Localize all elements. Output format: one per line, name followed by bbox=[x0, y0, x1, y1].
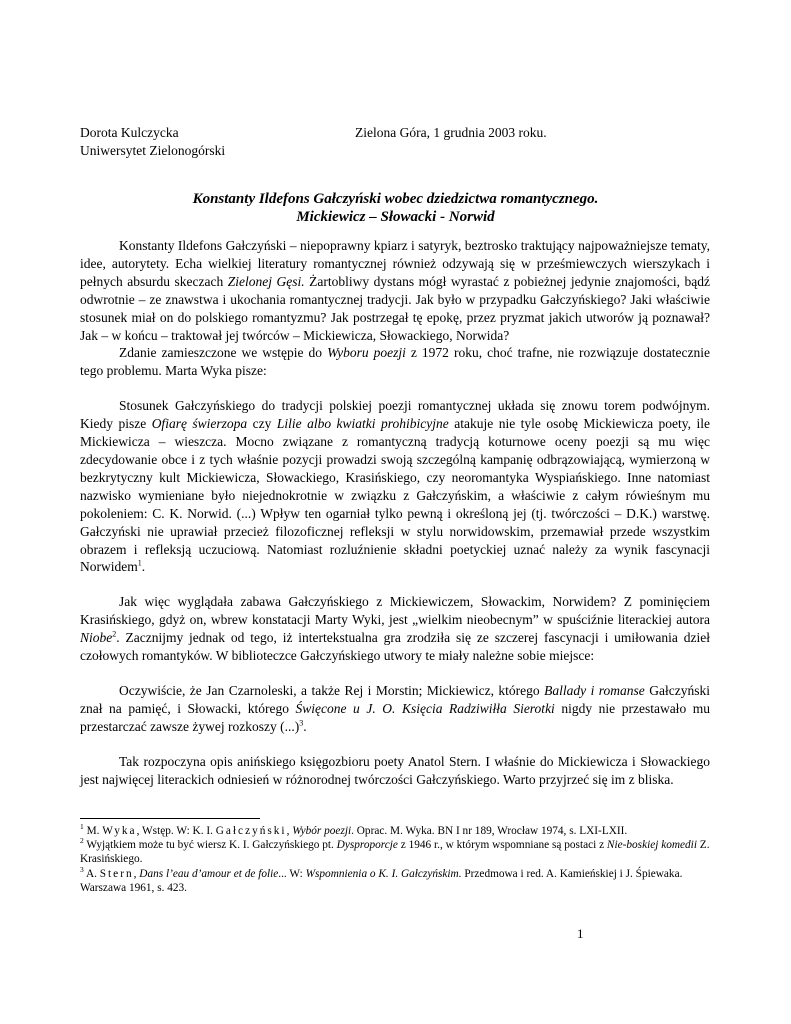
text-run: , bbox=[133, 867, 140, 880]
text-run: A. bbox=[83, 867, 100, 880]
italic-title: Zielonej Gęsi. bbox=[227, 273, 305, 289]
text-run: . Zacznijmy jednak od tego, iż intertekstualna gra zrodziła się ze szczerej fascynacji i umiłowania dzieł czołowych romantyków. W biblioteczce Gałczyńskiego utwory te miały należne sobie miejsce: bbox=[80, 630, 710, 664]
italic-title: Święcone u J. O. Księcia Radziwiłła Sierotki bbox=[295, 700, 555, 716]
italic-title: Dysproporcje bbox=[336, 839, 398, 852]
text-run: Wyjątkiem może tu być wiersz K. I. Gałczyńskiego pt. bbox=[83, 839, 337, 852]
article-title bbox=[80, 190, 711, 226]
italic-title: Wybór poezji bbox=[292, 825, 352, 837]
italic-title: Dans l’eau d’amour et de folie bbox=[139, 867, 279, 880]
footnote-ref: 3 bbox=[299, 718, 304, 728]
footnote-ref: 1 bbox=[137, 558, 142, 568]
footnote-number: 3 bbox=[80, 864, 84, 874]
title-line-2: Mickiewicz – Słowacki - Norwid bbox=[296, 209, 495, 225]
text-run: z 1972 roku, choć trafne, nie rozwiązuje dostatecznie tego problemu. Marta Wyka pisze: bbox=[80, 345, 711, 379]
paragraph-game bbox=[80, 593, 710, 665]
text-run: ... W: bbox=[278, 867, 306, 880]
italic-title: Niobe bbox=[80, 630, 113, 646]
text-run: Oczywiście, że Jan Czarnoleski, a także Rej i Morstin; Mickiewicz, którego bbox=[119, 682, 545, 698]
spaced-name: Gałczyński bbox=[215, 825, 287, 837]
author-affiliation: Uniwersytet Zielonogórski bbox=[80, 143, 226, 158]
spaced-name: Stern bbox=[99, 867, 134, 880]
footnote-1 bbox=[80, 824, 710, 838]
text-run: Tak rozpoczyna opis anińskiego księgozbioru poety Anatol Stern. I właśnie do Mickiewicza i Słowackiego jest najwięcej literackich odniesień w różnorodnej twórczości Gałczyńskiego. Warto przyjrzeć się im z bliska. bbox=[80, 753, 710, 787]
footnotes bbox=[80, 824, 710, 895]
text-run: . bbox=[141, 559, 146, 575]
title-line-1: Konstanty Ildefons Gałczyński wobec dziedzictwa romantycznego. bbox=[192, 191, 599, 207]
text-run: Konstanty Ildefons Gałczyński – niepoprawny kpiarz i satyryk, beztrosko traktujący najpoważniejsze tematy, idee, autorytety. Echa wielkiej literatury romantycznej również odzywają się w prześmiewczych wierszykach i pełnych absurdu skeczach bbox=[80, 238, 710, 289]
spaced-name: Wyka bbox=[102, 825, 137, 837]
page-number: 1 bbox=[577, 926, 584, 941]
text-run: , Wstęp. W: K. I. bbox=[136, 825, 216, 837]
block-quote-wyka bbox=[80, 397, 710, 576]
footnote-ref: 2 bbox=[112, 629, 117, 639]
text-run: . Oprac. M. Wyka. BN I nr 189, Wrocław 1974, s. LXI-LXII. bbox=[351, 825, 628, 837]
text-run: Żartobliwy dystans mógł wyrastać z pobieżnej jedynie znajomości, bądź odwrotnie – ze znawstwa i ukochania romantycznej tradycji. Jak było w przypadku Gałczyńskiego? Jaki właściwie stosunek miał on do polskiego romantyzmu? Jak postrzegał tę epokę, przez pryzmat jakich utworów ją poznawał? Jak – w końcu – traktował jej twórców – Mickiewicza, Słowackiego, Norwida? bbox=[80, 273, 710, 343]
paragraph-wyka-intro bbox=[80, 344, 710, 380]
italic-title: Ofiarę świerzopa bbox=[151, 416, 248, 432]
text-run: Stosunek Gałczyńskiego do tradycji polskiej poezji romantycznej układa się znowu torem podwójnym. Kiedy pisze bbox=[80, 398, 710, 432]
footnote-number: 2 bbox=[80, 836, 84, 846]
text-run: . bbox=[303, 718, 307, 734]
footnote-separator bbox=[80, 818, 260, 819]
italic-title: Ballady i romanse bbox=[544, 682, 645, 698]
text-run: Jak więc wyglądała zabawa Gałczyńskiego z Mickiewiczem, Słowackim, Norwidem? Z pominięciem Krasińskiego, gdyż on, wbrew konstatacji Marty Wyki, jest „wielkim nieobecnym” w spuściźnie literackiej autora bbox=[80, 594, 710, 628]
italic-title: Wyboru poezji bbox=[327, 345, 406, 361]
text-run: M. bbox=[83, 825, 103, 837]
text-run: Z. Krasińskiego. bbox=[80, 839, 710, 866]
block-quote-stern bbox=[80, 682, 710, 736]
text-run: atakuje nie tyle osobę Mickiewicza poety, ile Mickiewicza – wieszcza. Mocno związane z romantyczną tradycją koturnowe oceny poezji są mu więc zdecydowanie obce i z tych właśnie pozycji prowadzi swoją szczególną kampanię odbrązowiającą, wymierzoną w bezkrytyczny kult Mickiewicza, Słowackiego, Krasińskiego, czy neoromantyka Wyspiańskiego. Inne natomiast nazwisko wymieniane było niejednokrotnie w związku z Gałczyńskim, a właściwie z całym rówieśnym mu pokoleniem: C. K. Norwid. (...) Wpływ ten ogarniał tylko pewną i określoną jej (tj. twórczości – D.K.) warstwę. Gałczyński nie uprawiał przecież filozoficznej refleksji w stylu norwidowskim, przemawiał przede wszystkim obrazem i refleksją uczuciową. Natomiast rozluźnienie składni poetyckiej uznać należy za wynik fascynacji Norwidem bbox=[80, 416, 710, 575]
text-run: Przedmowa i red. A. Kamieńskiej i J. Śpiewaka. Warszawa 1961, s. 423. bbox=[80, 867, 683, 894]
author-name: Dorota Kulczycka bbox=[80, 125, 179, 140]
text-run: Zdanie zamieszczone we wstępie do bbox=[119, 345, 328, 361]
text-run: czy bbox=[247, 416, 277, 432]
footnote-number: 1 bbox=[80, 822, 84, 832]
dateline: Zielona Góra, 1 grudnia 2003 roku. bbox=[355, 125, 547, 140]
italic-title: Lilie albo kwiatki prohibicyjne bbox=[276, 416, 449, 432]
text-run: nigdy nie przestawało mu przestarczać zawsze żywej rozkoszy (...) bbox=[80, 700, 710, 734]
paragraph-library bbox=[80, 753, 710, 789]
text-run: Gałczyński znał na pamięć, i Słowacki, którego bbox=[80, 682, 710, 716]
italic-title: Nie-boskiej komedii bbox=[606, 839, 697, 852]
footnote-2 bbox=[80, 838, 710, 866]
author-block bbox=[80, 124, 225, 160]
text-run: , bbox=[286, 825, 293, 837]
footnote-3 bbox=[80, 864, 710, 895]
paragraph-intro bbox=[80, 237, 710, 344]
text-run: z 1946 r., w którym wspomniane są postaci z bbox=[397, 839, 607, 852]
italic-title: Wspomnienia o K. I. Gałczyńskim. bbox=[305, 867, 462, 880]
article-body bbox=[80, 237, 710, 788]
